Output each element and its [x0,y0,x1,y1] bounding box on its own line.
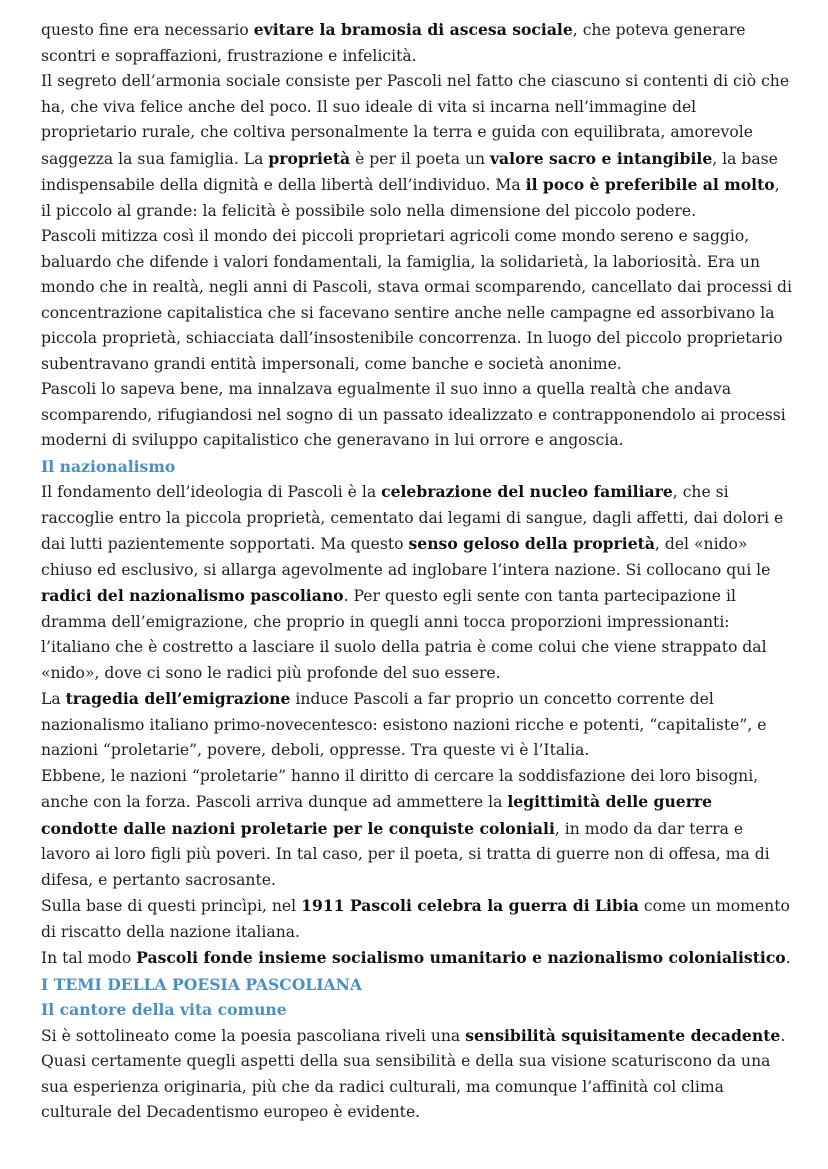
paragraph [41,764,793,894]
paragraph [41,69,793,224]
paragraph [41,893,793,945]
text-run: , il piccolo al grande: la felicità è possibile solo nella dimensione del piccolo podere. [41,176,780,220]
text-run: , la base indispensabile della dignità e della libertà dell’individuo. Ma [41,149,778,194]
text-run: , in modo da dar terra e lavoro ai loro figli più poveri. In tal caso, per il poeta, si tratta di guerre non di offesa, ma di difesa, e pertanto sacrosante. [41,819,770,889]
text-run: , che si raccoglie entro la piccola proprietà, cementato dai legami di sangue, dagli affetti, dai dolori e dai lutti pazientemente sopportati. Ma questo [41,483,784,553]
text-run: Il fondamento dell’ideologia di Pascoli è la [41,483,382,501]
text-run: Il nazionalismo [41,456,176,476]
text-run: è per il poeta un [350,149,490,168]
section-heading [41,454,793,480]
text-run: Pascoli mitizza così il mondo dei piccoli proprietari agricoli come mondo sereno e saggio, baluardo che difende i valori fondamentali, la famiglia, la solidarietà, la laboriosità. Era un mondo che in realtà, negli anni di Pascoli, stava ormai scomparendo, cancellato dai processi di concentrazione capitalistica che si facevano sentire anche nelle campagne ed assorbivano la piccola proprietà, schiacciata dall’insostenibile concorrenza. In luogo del piccolo proprietario subentravano grandi entità impersonali, come banche e società anonime. [41,227,793,373]
paragraph [41,377,793,454]
text-run: . Per questo egli sente con tanta partecipazione il dramma dell’emigrazione, che proprio in quegli anni tocca proporzioni impressionanti: l’italiano che è costretto a lasciare il suolo della patria è come colui che viene strappato dal «nido», dove ci sono le radici più profonde del suo essere. [41,587,767,682]
text-run: Quasi certamente quegli aspetti della sua sensibilità e della sua visione scaturiscono da una sua esperienza originaria, più che da radici culturali, ma comunque l’affinità col clima culturale del Decadentismo europeo è evidente. [41,1052,771,1121]
paragraph [41,224,793,377]
text-run: La [41,690,66,708]
paragraph [41,686,793,764]
bold-text: tragedia dell’emigrazione [65,689,291,708]
document-page [41,17,793,1126]
paragraph [41,1023,793,1050]
text-run: , che poteva generare scontri e sopraffazioni, frustrazione e infelicità. [41,21,746,65]
text-run: I TEMI DELLA POESIA PASCOLIANA [41,974,362,994]
bold-text: celebrazione del nucleo familiare [381,482,673,501]
bold-text: Pascoli fonde insieme socialismo umanitario e nazionalismo colonialistico [136,948,786,967]
text-run: , del «nido» chiuso ed esclusivo, si allarga agevolmente ad inglobare l’intera nazione. Si collocano qui le [41,535,771,579]
text-run: questo fine era necessario [41,21,254,39]
section-heading [41,972,793,998]
paragraph [41,17,793,69]
paragraph [41,945,793,972]
text-run: Il segreto dell’armonia sociale consiste per Pascoli nel fatto che ciascuno si contenti di ciò che ha, che viva felice anche del poco. Il suo ideale di vita si incarna nell’immagine del proprietario rurale, che coltiva personalmente la terra e guida con equilibrata, amorevole saggezza la sua famiglia. La [41,72,790,168]
text-run: Ebbene, le nazioni “proletarie” hanno il diritto di cercare la soddisfazione dei loro bisogni, anche con la forza. Pascoli arriva dunque ad ammettere la [41,766,759,811]
bold-text: 1911 Pascoli celebra la guerra di Libia [301,896,639,915]
paragraph [41,479,793,686]
text-run: induce Pascoli a far proprio un concetto corrente del nazionalismo italiano primo-novecentesco: esistono nazioni ricche e potenti, “capitaliste”, e nazioni “proletarie”, povere, deboli, oppresse. Tra queste vi è l’Italia. [41,690,767,759]
bold-text: valore sacro e intangibile [490,148,713,168]
bold-text: radici del nazionalismo pascoliano [41,586,344,605]
text-run: come un momento di riscatto della nazione italiana. [41,897,790,941]
bold-text: proprietà [268,148,351,168]
section-heading [41,997,793,1023]
bold-text: sensibilità squisitamente decadente [465,1025,781,1045]
text-run: Si è sottolineato come la poesia pascoliana riveli una [41,1026,466,1045]
text-run: . [785,949,791,967]
paragraph [41,1049,793,1126]
text-run: In tal modo [41,949,137,967]
bold-text: legittimità delle guerre condotte dalle nazioni proletarie per le conquiste coloniali [41,792,713,838]
bold-text: evitare la bramosia di ascesa sociale [253,20,573,39]
bold-text: il poco è preferibile al molto [525,175,775,194]
text-run: Pascoli lo sapeva bene, ma innalzava egualmente il suo inno a quella realtà che andava scomparendo, rifugiandosi nel sogno di un passato idealizzato e contrapponendolo ai processi moderni di sviluppo capitalistico che generavano in lui orrore e angoscia. [41,380,786,449]
text-run: Sulla base di questi princìpi, nel [41,897,302,915]
bold-text: senso geloso della proprietà [408,534,655,553]
text-run: Il cantore della vita comune [41,1000,287,1019]
text-run: . [780,1026,786,1045]
